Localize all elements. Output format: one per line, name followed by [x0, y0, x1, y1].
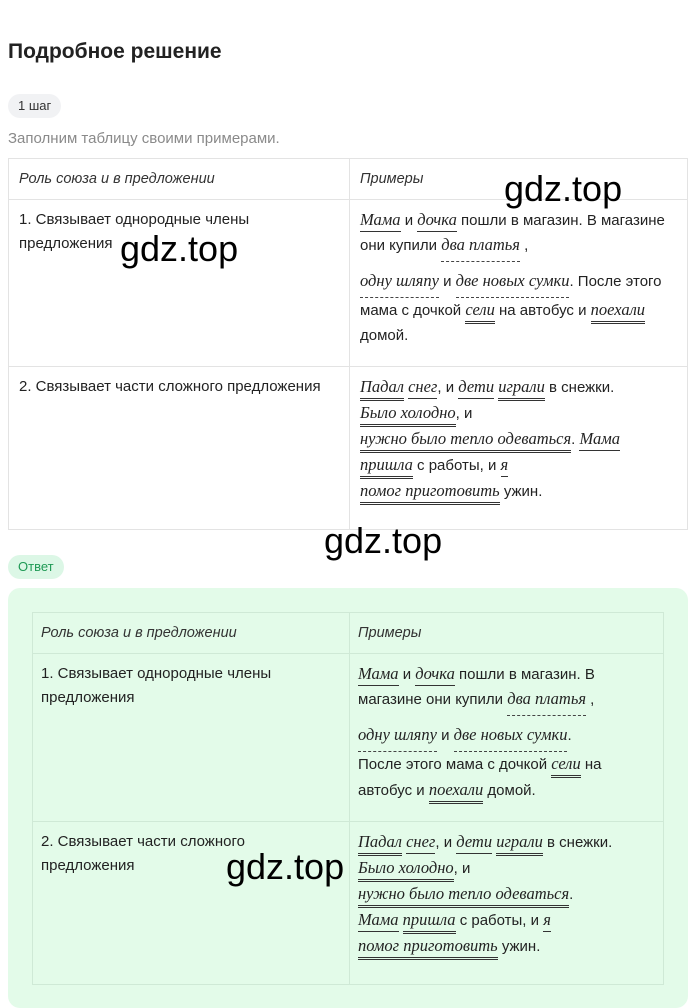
word: Мама [358, 663, 399, 686]
word: сели [465, 299, 494, 324]
word: Падал [358, 831, 402, 856]
word: помог приготовить [360, 480, 500, 505]
text: . [571, 431, 576, 448]
watermark: gdz.top [120, 228, 239, 269]
word: одну шляпу [360, 270, 439, 298]
word: два платья [507, 688, 586, 716]
word: Мама [360, 209, 401, 232]
word: дети [458, 376, 494, 399]
text: пошли в магазин. В магазине они купили [358, 666, 595, 708]
text: с работы, и [412, 457, 501, 474]
watermark: gdz.top [226, 846, 345, 887]
text: После этого мама с дочкой [358, 756, 552, 773]
row2-example [350, 822, 664, 985]
text: , и [435, 834, 457, 851]
word: две новых сумки [456, 270, 570, 298]
word: два платья [441, 234, 520, 262]
table-row [9, 200, 688, 367]
word: Было холодно [358, 857, 454, 882]
table-row [9, 367, 688, 530]
page-title: Подробное решение [8, 40, 222, 63]
word: дочка [415, 663, 455, 686]
word: я [501, 454, 509, 477]
text: , и [455, 405, 473, 422]
word: Мама [579, 428, 620, 451]
word: снег [408, 376, 437, 399]
step-badge: 1 шаг [8, 94, 61, 118]
word: дети [456, 831, 492, 854]
row2-role: 2. Связывает части сложного предложения [33, 822, 350, 985]
answer-table [32, 612, 664, 985]
text: домой. [360, 327, 409, 344]
solution-table [8, 158, 688, 530]
text: ужин. [499, 483, 543, 500]
text: . [567, 727, 572, 744]
text: , и [437, 379, 459, 396]
text: и [400, 212, 418, 229]
word: поехали [591, 299, 645, 324]
text: на автобус и [494, 302, 591, 319]
text: и [436, 727, 454, 744]
text: ужин. [497, 938, 541, 955]
word: Падал [360, 376, 404, 401]
watermark: gdz.top [504, 168, 623, 209]
watermark: gdz.top [324, 520, 443, 561]
text: и [398, 666, 416, 683]
row1-example [350, 654, 664, 822]
text: в снежки. [544, 379, 615, 396]
word: пришла [403, 909, 456, 934]
col2-header: Примеры [350, 613, 664, 654]
row1-role: 1. Связывает однородные члены предложения [9, 200, 350, 367]
word: снег [406, 831, 435, 854]
text: пошли в магазин. В магазине они купили [360, 212, 665, 254]
answer-badge: Ответ [8, 555, 64, 579]
word: играли [498, 376, 545, 401]
word: дочка [417, 209, 457, 232]
word: помог приготовить [358, 935, 498, 960]
row2-role: 2. Связывает части сложного предложения [9, 367, 350, 530]
intro-text: Заполним таблицу своими примерами. [8, 130, 280, 147]
word: играли [496, 831, 543, 856]
text: и [438, 273, 456, 290]
word: две новых сумки [454, 724, 568, 752]
text: , и [453, 860, 471, 877]
col2-header: Примеры [350, 159, 688, 200]
row1-role: 1. Связывает однородные члены предложения [33, 654, 350, 822]
word: одну шляпу [358, 724, 437, 752]
text: в снежки. [542, 834, 613, 851]
text: с работы, и [455, 912, 544, 929]
col1-header: Роль союза и в предложении [9, 159, 350, 200]
word: пришла [360, 454, 413, 479]
row2-example [350, 367, 688, 530]
text: , [586, 691, 595, 708]
row1-example [350, 200, 688, 367]
word: Было холодно [360, 402, 456, 427]
text: домой. [483, 782, 536, 799]
word: поехали [429, 779, 483, 804]
word: Мама [358, 909, 399, 932]
col1-header: Роль союза и в предложении [33, 613, 350, 654]
word: нужно было тепло одеваться [360, 428, 571, 453]
text: . [569, 886, 574, 903]
text: . После этого мама с дочкой [360, 273, 662, 319]
text: , [519, 237, 529, 254]
word: я [543, 909, 551, 932]
word: нужно было тепло одеваться [358, 883, 569, 908]
word: сели [551, 753, 580, 778]
table-row [33, 654, 664, 822]
table-row [33, 822, 664, 985]
text: на автобус и [358, 756, 602, 799]
